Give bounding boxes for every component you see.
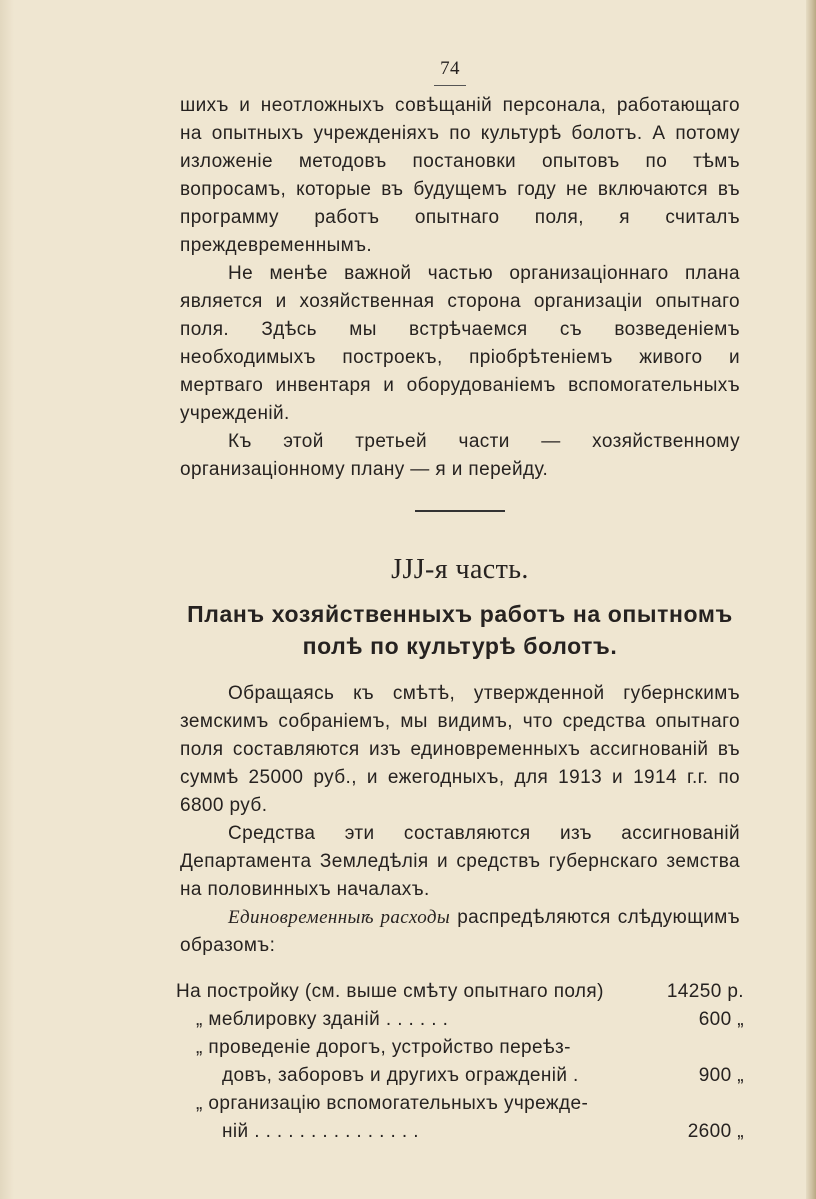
expense-label: „ проведеніе дорогъ, устройство переѣз- [196,1037,571,1058]
paragraph: Къ этой третьей части — хозяйственному организаціонному плану — я и перейду. [180,431,740,480]
expense-label: „ меблировку зданій . . . . . . [196,1009,449,1030]
section-heading-line1: Планъ хозяйственныхъ работъ на опытномъ [187,601,733,627]
expense-row [176,978,744,1006]
page-number [180,55,740,86]
page-gutter-shadow [0,0,14,1199]
paragraph: Не менѣе важной частью организаціоннаго плана является и хозяйственная сторона организаціи опытнаго поля. Здѣсь мы встрѣчаемся съ возведеніемъ необходимыхъ построекъ, пріобрѣтеніемъ живого и мертваго инвентаря и оборудованіемъ вспомогательныхъ учрежденій. [180,263,740,424]
expenses-intro-italic: Единовременныѣ расходы [228,907,451,928]
expense-list [176,978,744,1146]
expenses-intro [180,904,740,960]
section-heading-line2: полѣ по культурѣ болотъ. [302,633,618,659]
expense-row [176,1062,744,1090]
page-number-text: 74 [434,55,466,86]
part-title: JJJ-я часть. [391,554,529,585]
expense-amount [684,1090,744,1118]
expense-row [176,1006,744,1034]
expense-amount: 600 „ [698,1009,744,1030]
expense-amount: 900 „ [698,1065,744,1086]
section-heading [180,598,740,662]
expense-label: ній . . . . . . . . . . . . . . . [222,1121,419,1142]
expense-amount: 2600 „ [687,1121,744,1142]
expense-row [176,1118,744,1146]
section-divider [415,510,505,512]
paragraph: Обращаясь къ смѣтѣ, утвержденной губернскимъ земскимъ собраніемъ, мы видимъ, что средства опытнаго поля составляются изъ единовременныхъ ассигнованій въ суммѣ 25000 руб., и ежегодныхъ, для 1913 и 1914 г.г. по 6800 руб. [180,683,740,816]
paragraph-continued: шихъ и неотложныхъ совѣщаній персонала, работающаго на опытныхъ учрежденіяхъ по культурѣ болотъ. А потому изложеніе методовъ постановки опытовъ по тѣмъ вопросамъ, которые въ будущемъ году не включаются въ программу работъ опытнаго поля, я считалъ преждевременнымъ. [180,95,740,256]
expenses-intro-text: распредѣляются слѣдующимъ образомъ: [180,907,740,956]
expense-row [176,1090,744,1118]
expense-label: „ организацію вспомогательныхъ учрежде- [196,1093,589,1114]
page-edge [806,0,816,1199]
expense-label: довъ, заборовъ и другихъ огражденій . [222,1065,579,1086]
expense-amount [684,1034,744,1062]
expense-amount: 14250 р. [666,981,744,1002]
page-content [176,55,744,1146]
expense-label: На постройку (см. выше смѣту опытнаго поля) [176,981,604,1002]
expense-row [176,1034,744,1062]
paragraph: Средства эти составляются изъ ассигнованій Департамента Земледѣлія и средствъ губернскаго земства на половинныхъ началахъ. [180,823,740,900]
